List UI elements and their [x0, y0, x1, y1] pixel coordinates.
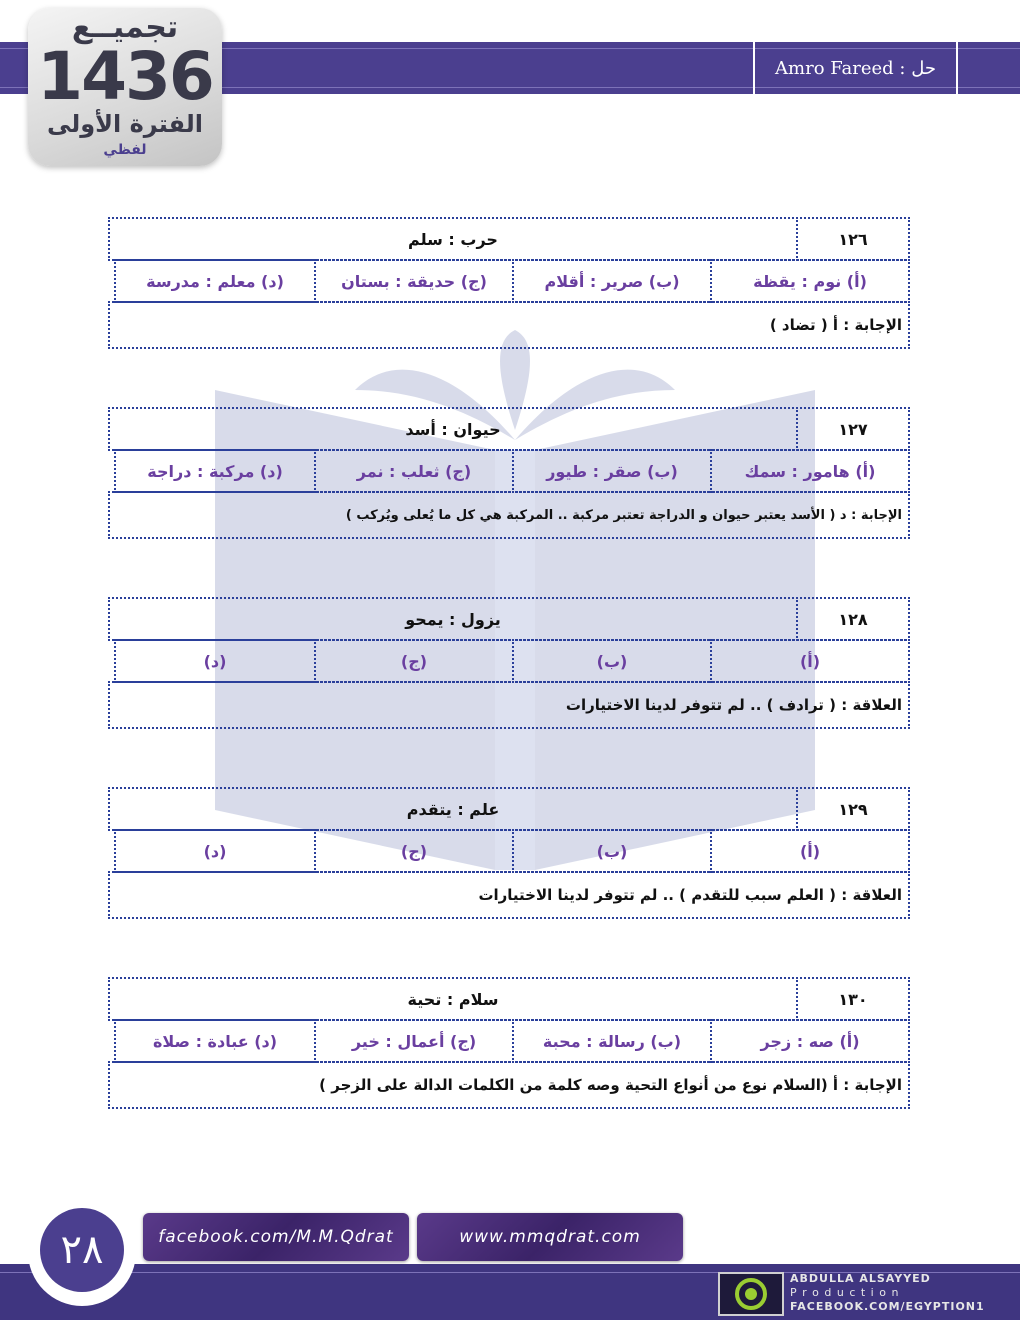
- question-129: [110, 789, 910, 921]
- website-link[interactable]: www.mmqdrat.com: [417, 1213, 683, 1261]
- option-b: (ب) صقر : طيور: [512, 449, 712, 493]
- answer-text: الإجابة : أ ( تضاد ): [108, 301, 910, 349]
- question-number: ١٣٠: [796, 977, 910, 1021]
- logo-period: الفترة الأولى: [46, 110, 204, 138]
- option-d: (د) عبادة : صلاة: [114, 1019, 316, 1063]
- question-128: [110, 599, 910, 731]
- question-130: [110, 979, 910, 1111]
- option-c: (ج) حديقة : بستان: [314, 259, 514, 303]
- brand-facebook: FACEBOOK.COM/EGYPTION1: [790, 1300, 985, 1313]
- option-c: (ج): [314, 829, 514, 873]
- question-stem: حرب : سلم: [108, 217, 798, 261]
- answer-text: العلاقة : ( العلم سبب للتقدم ) .. لم تتوفر لدينا الاختيارات: [108, 871, 910, 919]
- question-number: ١٢٩: [796, 787, 910, 831]
- option-b: (ب): [512, 829, 712, 873]
- question-stem: علم : يتقدم: [108, 787, 798, 831]
- facebook-link[interactable]: facebook.com/M.M.Qdrat: [143, 1213, 409, 1261]
- page-number-badge: [28, 1198, 136, 1306]
- option-c: (ج) أعمال : خير: [314, 1019, 514, 1063]
- question-number: ١٢٧: [796, 407, 910, 451]
- page-number: ٢٨: [40, 1208, 124, 1292]
- option-a: (أ) صه : زجر: [710, 1019, 910, 1063]
- question-number: ١٢٨: [796, 597, 910, 641]
- option-a: (أ) هامور : سمك: [710, 449, 910, 493]
- logo-section: لفظي: [103, 142, 147, 158]
- option-d: (د): [114, 639, 316, 683]
- question-stem: حيوان : أسد: [108, 407, 798, 451]
- question-126: [110, 219, 910, 351]
- option-b: (ب): [512, 639, 712, 683]
- answer-text: الإجابة : أ (السلام نوع من أنواع التحية وصه كلمة من الكلمات الدالة على الزجر ): [108, 1061, 910, 1109]
- question-127: [110, 409, 910, 541]
- option-c: (ج): [314, 639, 514, 683]
- option-b: (ب) صرير : أقلام: [512, 259, 712, 303]
- solver-credit: حل : Amro Fareed: [753, 42, 958, 94]
- question-stem: يزول : يمحو: [108, 597, 798, 641]
- option-d: (د) مركبة : دراجة: [114, 449, 316, 493]
- option-a: (أ) نوم : يقظة: [710, 259, 910, 303]
- option-a: (أ): [710, 639, 910, 683]
- logo-year: 1436: [37, 38, 213, 115]
- production-brand: [718, 1270, 1018, 1316]
- collection-logo: [28, 8, 222, 166]
- answer-text: العلاقة : ( ترادف ) .. لم تتوفر لدينا الاختيارات: [108, 681, 910, 729]
- option-d: (د) معلم : مدرسة: [114, 259, 316, 303]
- option-a: (أ): [710, 829, 910, 873]
- option-d: (د): [114, 829, 316, 873]
- question-stem: سلام : تحية: [108, 977, 798, 1021]
- answer-text: الإجابة : د ( الأسد يعتبر حيوان و الدراجة تعتبر مركبة .. المركبة هي كل ما يُعلى ويُركب ): [108, 491, 910, 539]
- camera-logo-icon: [718, 1272, 784, 1316]
- option-c: (ج) ثعلب : نمر: [314, 449, 514, 493]
- question-number: ١٢٦: [796, 217, 910, 261]
- brand-name: ABDULLA ALSAYYED: [790, 1272, 931, 1285]
- logo-title: تجميــع: [71, 10, 179, 45]
- option-b: (ب) رسالة : محبة: [512, 1019, 712, 1063]
- brand-production: P r o d u c t i o n: [790, 1286, 900, 1299]
